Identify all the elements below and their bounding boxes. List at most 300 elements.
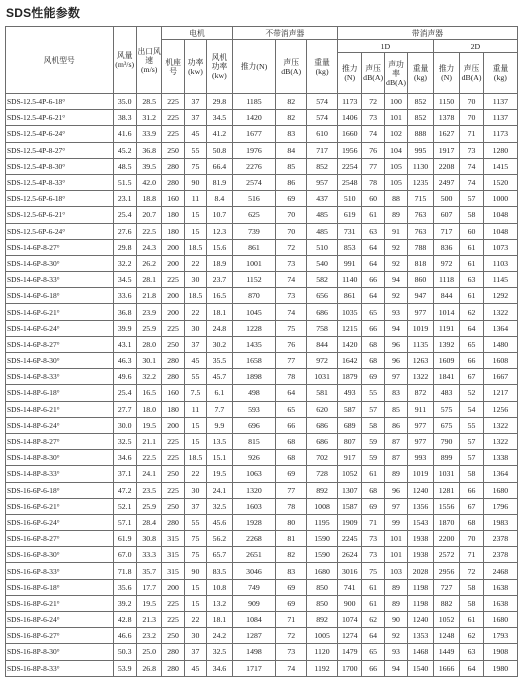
cell-2d-weight: 1680 xyxy=(483,612,517,628)
cell-thrust: 926 xyxy=(232,450,276,466)
cell-2d-thrust: 2497 xyxy=(433,174,460,190)
cell-2d-weight: 1680 xyxy=(483,482,517,498)
cell-thrust: 1228 xyxy=(232,320,276,336)
cell-1d-sound-pressure: 62 xyxy=(362,612,384,628)
table-row xyxy=(6,595,518,611)
cell-sound-pressure: 69 xyxy=(276,595,307,611)
cell-1d-thrust: 1035 xyxy=(338,304,362,320)
cell-1d-sound-power: 101 xyxy=(384,531,407,547)
cell-2d-sound-pressure: 55 xyxy=(460,417,483,433)
cell-1d-thrust: 2254 xyxy=(338,158,362,174)
cell-1d-thrust: 510 xyxy=(338,191,362,207)
cell-2d-sound-pressure: 61 xyxy=(460,612,483,628)
cell-thrust: 1152 xyxy=(232,272,276,288)
cell-2d-sound-pressure: 65 xyxy=(460,336,483,352)
table-row xyxy=(6,142,518,158)
cell-1d-sound-power: 94 xyxy=(384,660,407,676)
cell-2d-thrust: 2956 xyxy=(433,563,460,579)
cell-model: SDS-12.5-4P-6-18° xyxy=(6,94,114,110)
cell-1d-thrust: 1700 xyxy=(338,660,362,676)
table-row xyxy=(6,158,518,174)
cell-2d-weight: 2378 xyxy=(483,547,517,563)
cell-outlet-speed: 18.0 xyxy=(136,401,162,417)
cell-fan-power: 34.6 xyxy=(207,660,233,676)
cell-weight: 686 xyxy=(307,417,338,433)
table-row xyxy=(6,272,518,288)
cell-motor-power: 15 xyxy=(184,595,206,611)
cell-outlet-speed: 30.1 xyxy=(136,353,162,369)
cell-model: SDS-14-6P-6-24° xyxy=(6,320,114,336)
cell-flow: 42.8 xyxy=(113,612,136,628)
cell-flow: 33.6 xyxy=(113,288,136,304)
cell-2d-sound-pressure: 52 xyxy=(460,385,483,401)
cell-weight: 620 xyxy=(307,401,338,417)
header-motor: 电机 xyxy=(162,27,232,40)
cell-weight: 686 xyxy=(307,304,338,320)
cell-2d-weight: 1322 xyxy=(483,433,517,449)
cell-weight: 844 xyxy=(307,336,338,352)
cell-motor-frame: 200 xyxy=(162,288,184,304)
cell-flow: 25.4 xyxy=(113,207,136,223)
cell-2d-weight: 1480 xyxy=(483,336,517,352)
cell-2d-weight: 2468 xyxy=(483,563,517,579)
cell-thrust: 498 xyxy=(232,385,276,401)
cell-sound-pressure: 77 xyxy=(276,353,307,369)
table-row xyxy=(6,612,518,628)
cell-2d-thrust: 2208 xyxy=(433,158,460,174)
cell-2d-weight: 1667 xyxy=(483,369,517,385)
cell-1d-weight: 1468 xyxy=(408,644,434,660)
cell-model: SDS-16-6P-6-18° xyxy=(6,482,114,498)
cell-motor-frame: 225 xyxy=(162,110,184,126)
table-row xyxy=(6,174,518,190)
cell-thrust: 625 xyxy=(232,207,276,223)
cell-1d-thrust: 1173 xyxy=(338,94,362,110)
cell-motor-frame: 160 xyxy=(162,385,184,401)
cell-fan-power: 50.8 xyxy=(207,142,233,158)
cell-outlet-speed: 23.2 xyxy=(136,628,162,644)
cell-1d-weight: 1263 xyxy=(408,353,434,369)
cell-weight: 972 xyxy=(307,353,338,369)
cell-2d-thrust: 1841 xyxy=(433,369,460,385)
cell-fan-power: 16.5 xyxy=(207,288,233,304)
cell-1d-sound-pressure: 77 xyxy=(362,158,384,174)
cell-2d-thrust: 1191 xyxy=(433,320,460,336)
cell-2d-thrust: 1627 xyxy=(433,126,460,142)
cell-2d-thrust: 1248 xyxy=(433,628,460,644)
cell-motor-power: 45 xyxy=(184,353,206,369)
cell-1d-thrust: 587 xyxy=(338,401,362,417)
cell-outlet-speed: 21.8 xyxy=(136,288,162,304)
cell-1d-sound-power: 92 xyxy=(384,239,407,255)
cell-motor-frame: 200 xyxy=(162,579,184,595)
cell-thrust: 1084 xyxy=(232,612,276,628)
cell-outlet-speed: 21.3 xyxy=(136,612,162,628)
cell-model: SDS-12.5-6P-6-21° xyxy=(6,207,114,223)
cell-1d-sound-power: 87 xyxy=(384,433,407,449)
cell-model: SDS-16-8P-6-21° xyxy=(6,595,114,611)
cell-fan-power: 13.2 xyxy=(207,595,233,611)
cell-weight: 574 xyxy=(307,110,338,126)
cell-1d-sound-pressure: 60 xyxy=(362,191,384,207)
cell-outlet-speed: 24.3 xyxy=(136,239,162,255)
cell-thrust: 1898 xyxy=(232,369,276,385)
cell-sound-pressure: 68 xyxy=(276,433,307,449)
cell-fan-power: 32.5 xyxy=(207,644,233,660)
cell-fan-power: 24.2 xyxy=(207,628,233,644)
cell-flow: 61.9 xyxy=(113,531,136,547)
cell-2d-sound-pressure: 57 xyxy=(460,191,483,207)
cell-flow: 49.6 xyxy=(113,369,136,385)
cell-1d-thrust: 731 xyxy=(338,223,362,239)
cell-1d-sound-pressure: 58 xyxy=(362,417,384,433)
header-1d: 1D xyxy=(338,40,434,53)
cell-1d-thrust: 2548 xyxy=(338,174,362,190)
table-header xyxy=(6,27,518,94)
cell-2d-weight: 1980 xyxy=(483,660,517,676)
cell-motor-power: 11 xyxy=(184,191,206,207)
cell-motor-frame: 180 xyxy=(162,223,184,239)
cell-2d-weight: 1793 xyxy=(483,628,517,644)
cell-1d-sound-power: 92 xyxy=(384,288,407,304)
table-row xyxy=(6,369,518,385)
cell-outlet-speed: 32.2 xyxy=(136,369,162,385)
cell-thrust: 2268 xyxy=(232,531,276,547)
cell-1d-sound-power: 94 xyxy=(384,320,407,336)
cell-1d-weight: 852 xyxy=(408,110,434,126)
cell-2d-thrust: 1917 xyxy=(433,142,460,158)
cell-2d-weight: 1322 xyxy=(483,304,517,320)
header-motor-frame: 机座 号 xyxy=(162,40,184,94)
cell-motor-power: 75 xyxy=(184,531,206,547)
cell-1d-sound-power: 104 xyxy=(384,142,407,158)
cell-2d-thrust: 844 xyxy=(433,288,460,304)
cell-1d-thrust: 3016 xyxy=(338,563,362,579)
cell-motor-frame: 250 xyxy=(162,466,184,482)
cell-1d-thrust: 1074 xyxy=(338,612,362,628)
header-weight: 重量 (kg) xyxy=(307,40,338,94)
cell-motor-frame: 250 xyxy=(162,498,184,514)
header-2d-sound-pressure: 声压 dB(A) xyxy=(460,53,483,94)
cell-1d-sound-pressure: 75 xyxy=(362,563,384,579)
cell-2d-weight: 1280 xyxy=(483,142,517,158)
cell-2d-weight: 1048 xyxy=(483,207,517,223)
cell-1d-sound-power: 89 xyxy=(384,207,407,223)
cell-1d-sound-pressure: 73 xyxy=(362,110,384,126)
cell-motor-frame: 280 xyxy=(162,158,184,174)
cell-outlet-speed: 31.2 xyxy=(136,110,162,126)
cell-1d-weight: 1135 xyxy=(408,336,434,352)
cell-model: SDS-12.5-4P-8-27° xyxy=(6,142,114,158)
cell-2d-sound-pressure: 58 xyxy=(460,207,483,223)
cell-motor-power: 75 xyxy=(184,547,206,563)
cell-1d-thrust: 689 xyxy=(338,417,362,433)
cell-thrust: 696 xyxy=(232,417,276,433)
cell-2d-sound-pressure: 64 xyxy=(460,660,483,676)
cell-motor-power: 30 xyxy=(184,320,206,336)
cell-sound-pressure: 78 xyxy=(276,369,307,385)
cell-motor-power: 30 xyxy=(184,482,206,498)
cell-1d-sound-power: 91 xyxy=(384,223,407,239)
cell-thrust: 1677 xyxy=(232,126,276,142)
cell-1d-sound-power: 90 xyxy=(384,612,407,628)
cell-weight: 574 xyxy=(307,94,338,110)
cell-2d-sound-pressure: 66 xyxy=(460,482,483,498)
cell-weight: 728 xyxy=(307,466,338,482)
cell-1d-weight: 993 xyxy=(408,450,434,466)
cell-thrust: 1420 xyxy=(232,110,276,126)
cell-2d-weight: 1338 xyxy=(483,450,517,466)
cell-weight: 686 xyxy=(307,433,338,449)
cell-2d-sound-pressure: 68 xyxy=(460,514,483,530)
table-row xyxy=(6,288,518,304)
cell-1d-thrust: 1052 xyxy=(338,466,362,482)
cell-1d-sound-power: 105 xyxy=(384,174,407,190)
cell-1d-weight: 1130 xyxy=(408,158,434,174)
cell-2d-weight: 1364 xyxy=(483,466,517,482)
cell-1d-thrust: 1660 xyxy=(338,126,362,142)
cell-model: SDS-14-6P-8-30° xyxy=(6,255,114,271)
cell-motor-frame: 280 xyxy=(162,644,184,660)
cell-flow: 51.5 xyxy=(113,174,136,190)
cell-fan-power: 15.6 xyxy=(207,239,233,255)
cell-2d-weight: 1638 xyxy=(483,595,517,611)
cell-1d-weight: 947 xyxy=(408,288,434,304)
cell-outlet-speed: 19.5 xyxy=(136,417,162,433)
cell-motor-power: 22 xyxy=(184,255,206,271)
cell-motor-frame: 160 xyxy=(162,191,184,207)
cell-1d-thrust: 2624 xyxy=(338,547,362,563)
cell-model: SDS-14-6P-8-27° xyxy=(6,336,114,352)
cell-1d-sound-power: 103 xyxy=(384,563,407,579)
cell-1d-weight: 1019 xyxy=(408,320,434,336)
cell-2d-thrust: 1609 xyxy=(433,353,460,369)
cell-2d-sound-pressure: 73 xyxy=(460,142,483,158)
cell-flow: 23.1 xyxy=(113,191,136,207)
cell-model: SDS-16-8P-6-24° xyxy=(6,612,114,628)
cell-1d-thrust: 1420 xyxy=(338,336,362,352)
cell-sound-pressure: 83 xyxy=(276,126,307,142)
cell-1d-thrust: 1642 xyxy=(338,353,362,369)
cell-thrust: 1045 xyxy=(232,304,276,320)
cell-1d-thrust: 741 xyxy=(338,579,362,595)
cell-weight: 1590 xyxy=(307,531,338,547)
cell-fan-power: 9.9 xyxy=(207,417,233,433)
cell-1d-weight: 1198 xyxy=(408,595,434,611)
cell-1d-sound-pressure: 78 xyxy=(362,174,384,190)
cell-thrust: 1717 xyxy=(232,660,276,676)
cell-1d-thrust: 619 xyxy=(338,207,362,223)
cell-1d-thrust: 900 xyxy=(338,595,362,611)
cell-motor-power: 90 xyxy=(184,563,206,579)
cell-2d-thrust: 1150 xyxy=(433,94,460,110)
cell-motor-frame: 225 xyxy=(162,450,184,466)
cell-1d-sound-pressure: 66 xyxy=(362,272,384,288)
cell-model: SDS-14-8P-6-21° xyxy=(6,401,114,417)
cell-motor-power: 55 xyxy=(184,142,206,158)
table-row xyxy=(6,660,518,676)
cell-model: SDS-16-6P-6-24° xyxy=(6,514,114,530)
cell-sound-pressure: 74 xyxy=(276,272,307,288)
cell-flow: 36.8 xyxy=(113,304,136,320)
cell-2d-thrust: 972 xyxy=(433,255,460,271)
cell-sound-pressure: 64 xyxy=(276,385,307,401)
table-row xyxy=(6,482,518,498)
cell-1d-sound-pressure: 64 xyxy=(362,628,384,644)
cell-motor-frame: 225 xyxy=(162,272,184,288)
header-1d-sound-pressure: 声压 dB(A) xyxy=(362,53,384,94)
cell-motor-power: 45 xyxy=(184,660,206,676)
cell-fan-power: 18.1 xyxy=(207,304,233,320)
cell-1d-sound-power: 89 xyxy=(384,595,407,611)
cell-motor-frame: 280 xyxy=(162,369,184,385)
cell-2d-sound-pressure: 71 xyxy=(460,547,483,563)
cell-fan-power: 83.5 xyxy=(207,563,233,579)
cell-2d-sound-pressure: 67 xyxy=(460,369,483,385)
cell-motor-power: 22 xyxy=(184,612,206,628)
cell-2d-weight: 1908 xyxy=(483,644,517,660)
cell-motor-power: 30 xyxy=(184,272,206,288)
cell-weight: 581 xyxy=(307,385,338,401)
cell-sound-pressure: 82 xyxy=(276,547,307,563)
cell-motor-power: 75 xyxy=(184,158,206,174)
cell-motor-power: 37 xyxy=(184,644,206,660)
cell-sound-pressure: 69 xyxy=(276,579,307,595)
page-title: SDS性能参数 xyxy=(6,6,81,20)
table-row xyxy=(6,223,518,239)
cell-1d-sound-power: 92 xyxy=(384,628,407,644)
table-body xyxy=(6,94,518,677)
cell-2d-weight: 1048 xyxy=(483,223,517,239)
cell-1d-sound-power: 89 xyxy=(384,579,407,595)
cell-1d-weight: 818 xyxy=(408,255,434,271)
cell-outlet-speed: 20.7 xyxy=(136,207,162,223)
cell-2d-weight: 1137 xyxy=(483,94,517,110)
cell-1d-weight: 1353 xyxy=(408,628,434,644)
cell-flow: 38.3 xyxy=(113,110,136,126)
cell-1d-sound-pressure: 55 xyxy=(362,385,384,401)
cell-2d-sound-pressure: 66 xyxy=(460,353,483,369)
cell-weight: 485 xyxy=(307,207,338,223)
cell-fan-power: 24.8 xyxy=(207,320,233,336)
table-row xyxy=(6,417,518,433)
cell-motor-power: 37 xyxy=(184,336,206,352)
cell-flow: 57.1 xyxy=(113,514,136,530)
cell-2d-weight: 1137 xyxy=(483,110,517,126)
cell-model: SDS-14-6P-8-33° xyxy=(6,369,114,385)
cell-fan-power: 34.5 xyxy=(207,110,233,126)
cell-flow: 52.1 xyxy=(113,498,136,514)
cell-sound-pressure: 66 xyxy=(276,417,307,433)
cell-1d-thrust: 493 xyxy=(338,385,362,401)
cell-thrust: 1976 xyxy=(232,142,276,158)
cell-outlet-speed: 24.1 xyxy=(136,466,162,482)
cell-1d-sound-pressure: 68 xyxy=(362,336,384,352)
cell-motor-power: 37 xyxy=(184,498,206,514)
cell-1d-thrust: 1956 xyxy=(338,142,362,158)
cell-2d-weight: 1073 xyxy=(483,239,517,255)
cell-outlet-speed: 22.5 xyxy=(136,450,162,466)
cell-weight: 1031 xyxy=(307,369,338,385)
cell-2d-thrust: 483 xyxy=(433,385,460,401)
cell-flow: 71.8 xyxy=(113,563,136,579)
cell-flow: 50.3 xyxy=(113,644,136,660)
cell-motor-frame: 250 xyxy=(162,142,184,158)
table-row xyxy=(6,320,518,336)
cell-1d-sound-pressure: 57 xyxy=(362,401,384,417)
cell-outlet-speed: 28.4 xyxy=(136,514,162,530)
cell-2d-sound-pressure: 57 xyxy=(460,433,483,449)
cell-motor-frame: 250 xyxy=(162,336,184,352)
cell-1d-weight: 995 xyxy=(408,142,434,158)
cell-motor-frame: 225 xyxy=(162,320,184,336)
cell-2d-weight: 1608 xyxy=(483,353,517,369)
cell-1d-sound-pressure: 69 xyxy=(362,369,384,385)
cell-1d-sound-power: 88 xyxy=(384,191,407,207)
cell-outlet-speed: 22.5 xyxy=(136,223,162,239)
cell-weight: 1120 xyxy=(307,644,338,660)
table-row xyxy=(6,353,518,369)
cell-flow: 45.2 xyxy=(113,142,136,158)
cell-1d-sound-pressure: 64 xyxy=(362,239,384,255)
cell-1d-sound-pressure: 71 xyxy=(362,514,384,530)
cell-1d-sound-pressure: 76 xyxy=(362,142,384,158)
cell-1d-thrust: 917 xyxy=(338,450,362,466)
cell-motor-frame: 180 xyxy=(162,207,184,223)
cell-fan-power: 10.8 xyxy=(207,579,233,595)
cell-thrust: 1658 xyxy=(232,353,276,369)
header-no-silencer: 不带消声器 xyxy=(232,27,337,40)
cell-weight: 510 xyxy=(307,239,338,255)
cell-1d-sound-pressure: 63 xyxy=(362,223,384,239)
cell-outlet-speed: 33.3 xyxy=(136,547,162,563)
table-row xyxy=(6,304,518,320)
cell-model: SDS-12.5-4P-8-33° xyxy=(6,174,114,190)
cell-fan-power: 45.7 xyxy=(207,369,233,385)
table-row xyxy=(6,207,518,223)
cell-2d-sound-pressure: 71 xyxy=(460,126,483,142)
header-fan-power: 风机 功率 (kw) xyxy=(207,40,233,94)
cell-weight: 656 xyxy=(307,288,338,304)
cell-motor-frame: 280 xyxy=(162,514,184,530)
cell-1d-sound-power: 86 xyxy=(384,417,407,433)
cell-2d-thrust: 1014 xyxy=(433,304,460,320)
cell-fan-power: 81.9 xyxy=(207,174,233,190)
cell-2d-weight: 1256 xyxy=(483,401,517,417)
cell-motor-power: 90 xyxy=(184,174,206,190)
cell-flow: 32.2 xyxy=(113,255,136,271)
cell-outlet-speed: 33.9 xyxy=(136,126,162,142)
cell-flow: 29.8 xyxy=(113,239,136,255)
cell-outlet-speed: 36.8 xyxy=(136,142,162,158)
cell-outlet-speed: 17.7 xyxy=(136,579,162,595)
cell-thrust: 2651 xyxy=(232,547,276,563)
cell-2d-sound-pressure: 58 xyxy=(460,579,483,595)
cell-model: SDS-14-6P-6-21° xyxy=(6,304,114,320)
cell-thrust: 1498 xyxy=(232,644,276,660)
cell-1d-weight: 715 xyxy=(408,191,434,207)
cell-1d-thrust: 861 xyxy=(338,288,362,304)
cell-1d-sound-pressure: 64 xyxy=(362,288,384,304)
cell-outlet-speed: 18.8 xyxy=(136,191,162,207)
cell-weight: 850 xyxy=(307,579,338,595)
table-row xyxy=(6,644,518,660)
cell-1d-sound-power: 100 xyxy=(384,94,407,110)
cell-thrust: 1320 xyxy=(232,482,276,498)
cell-2d-sound-pressure: 64 xyxy=(460,320,483,336)
header-sound-pressure: 声压 dB(A) xyxy=(276,40,307,94)
cell-1d-weight: 852 xyxy=(408,94,434,110)
